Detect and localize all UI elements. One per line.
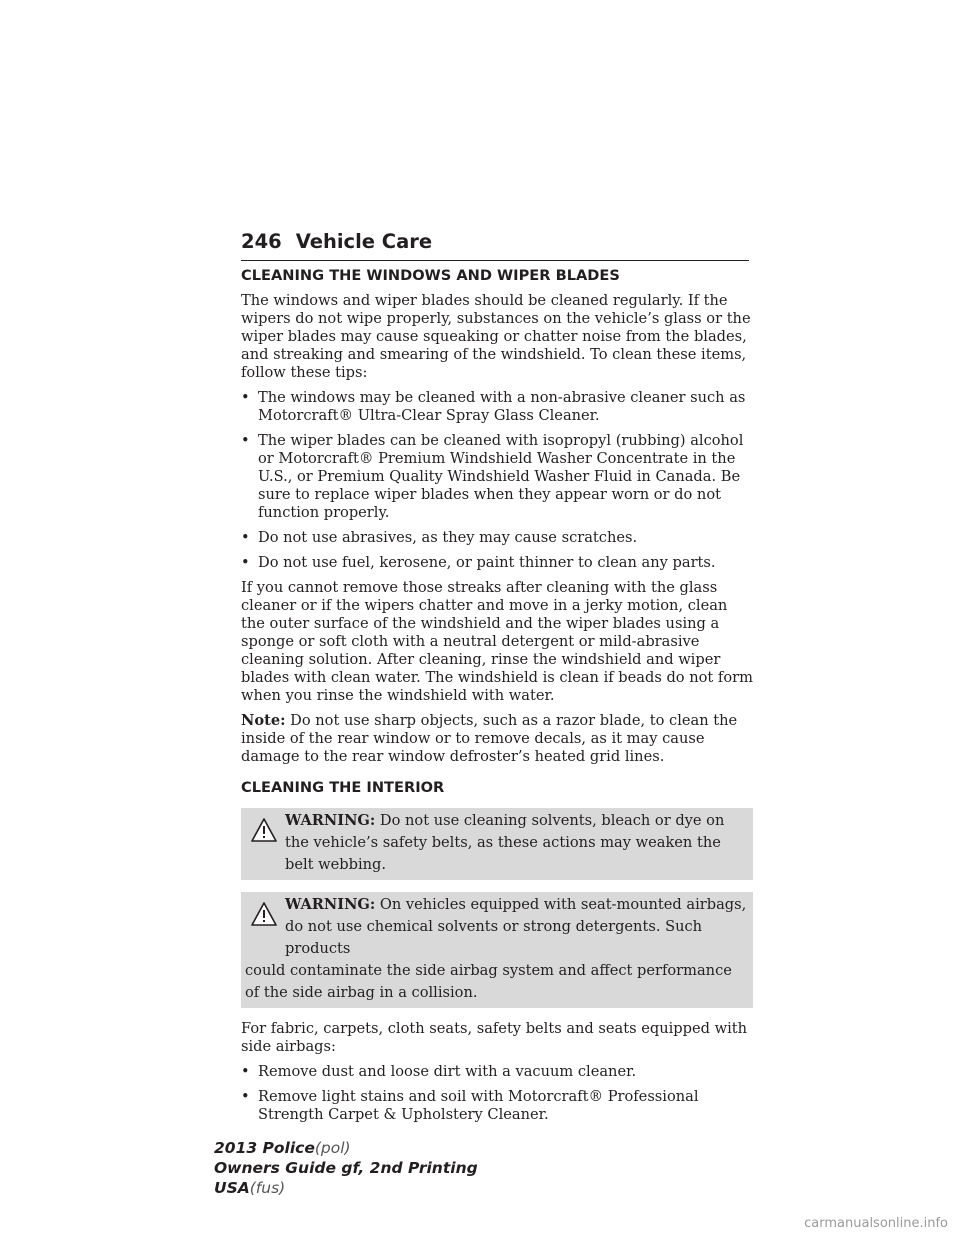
warning-triangle-icon	[251, 902, 277, 926]
interior-paragraph: For fabric, carpets, cloth seats, safety belts and seats equipped with side airbags:	[241, 1020, 747, 1055]
footer-guide: Owners Guide gf, 2nd Printing	[214, 1159, 478, 1177]
streaks-paragraph: If you cannot remove those streaks after cleaning with the glass cleaner or if the wipers chatter and move in a jerky motion, clean the outer surface of the windshield and the wiper blades using a sponge or soft cloth with a neutral detergent or mild-abrasive cleaning solution. After cleaning, rinse the windshield and wiper blades with clean water. The windshield is clean if beads do not form when you rinse the windshield with water.	[241, 579, 753, 704]
print-footer	[214, 1138, 478, 1198]
warning-box-safety-belts	[241, 808, 753, 880]
heading-interior: CLEANING THE INTERIOR	[241, 779, 445, 796]
list-item: • Remove light stains and soil with Motorcraft® Professional Strength Carpet & Upholstery Cleaner.	[241, 1088, 753, 1124]
warning-triangle-icon	[251, 818, 277, 842]
list-item: • Remove dust and loose dirt with a vacuum cleaner.	[241, 1063, 753, 1081]
intro-paragraph: The windows and wiper blades should be cleaned regularly. If the wipers do not wipe properly, substances on the vehicle’s glass or the wiper blades may cause squeaking or chatter noise from the blades, and streaking and smearing of the windshield. To clean these items, follow these tips:	[241, 292, 751, 381]
warning-label: WARNING:	[285, 812, 376, 829]
page-number: 246	[241, 230, 282, 253]
list-item: • The wiper blades can be cleaned with isopropyl (rubbing) alcohol or Motorcraft® Premium Windshield Washer Concentrate in the U.S., or Premium Quality Windshield Washer Fluid in Canada. Be sure to replace wiper blades when they appear worn or do not function properly.	[241, 432, 753, 522]
list-item: • Do not use abrasives, as they may cause scratches.	[241, 529, 753, 547]
page-header	[241, 230, 749, 261]
warning-text: Do not use cleaning solvents, bleach or dye on the vehicle’s safety belts, as these actions may weaken the belt webbing.	[285, 812, 725, 873]
section-title: Vehicle Care	[295, 230, 433, 253]
footer-market: USA	[214, 1179, 250, 1197]
note-paragraph	[241, 712, 753, 766]
footer-model-code: (pol)	[314, 1139, 351, 1157]
page-content	[241, 266, 753, 1131]
list-item: • The windows may be cleaned with a non-abrasive cleaner such as Motorcraft® Ultra-Clear Spray Glass Cleaner.	[241, 389, 753, 425]
warning-box-airbags	[241, 892, 753, 1008]
note-text: Do not use sharp objects, such as a razor blade, to clean the inside of the rear window or to remove decals, as it may cause damage to the rear window defroster’s heated grid lines.	[241, 712, 738, 765]
watermark: carmanualsonline.info	[804, 1216, 948, 1231]
warning-label: WARNING:	[285, 896, 376, 913]
footer-model: 2013 Police	[214, 1139, 315, 1157]
list-item: • Do not use fuel, kerosene, or paint thinner to clean any parts.	[241, 554, 753, 572]
warning-text: On vehicles equipped with seat-mounted airbags, do not use chemical solvents or strong detergents. Such products	[285, 896, 747, 957]
interior-tips-list	[241, 1063, 753, 1124]
footer-market-code: (fus)	[249, 1179, 286, 1197]
heading-windows-wipers: CLEANING THE WINDOWS AND WIPER BLADES	[241, 267, 620, 284]
cleaning-tips-list	[241, 389, 753, 572]
note-label: Note:	[241, 712, 286, 729]
warning-text-continued: could contaminate the side airbag system and affect performance of the side airbag in a collision.	[245, 962, 732, 1001]
